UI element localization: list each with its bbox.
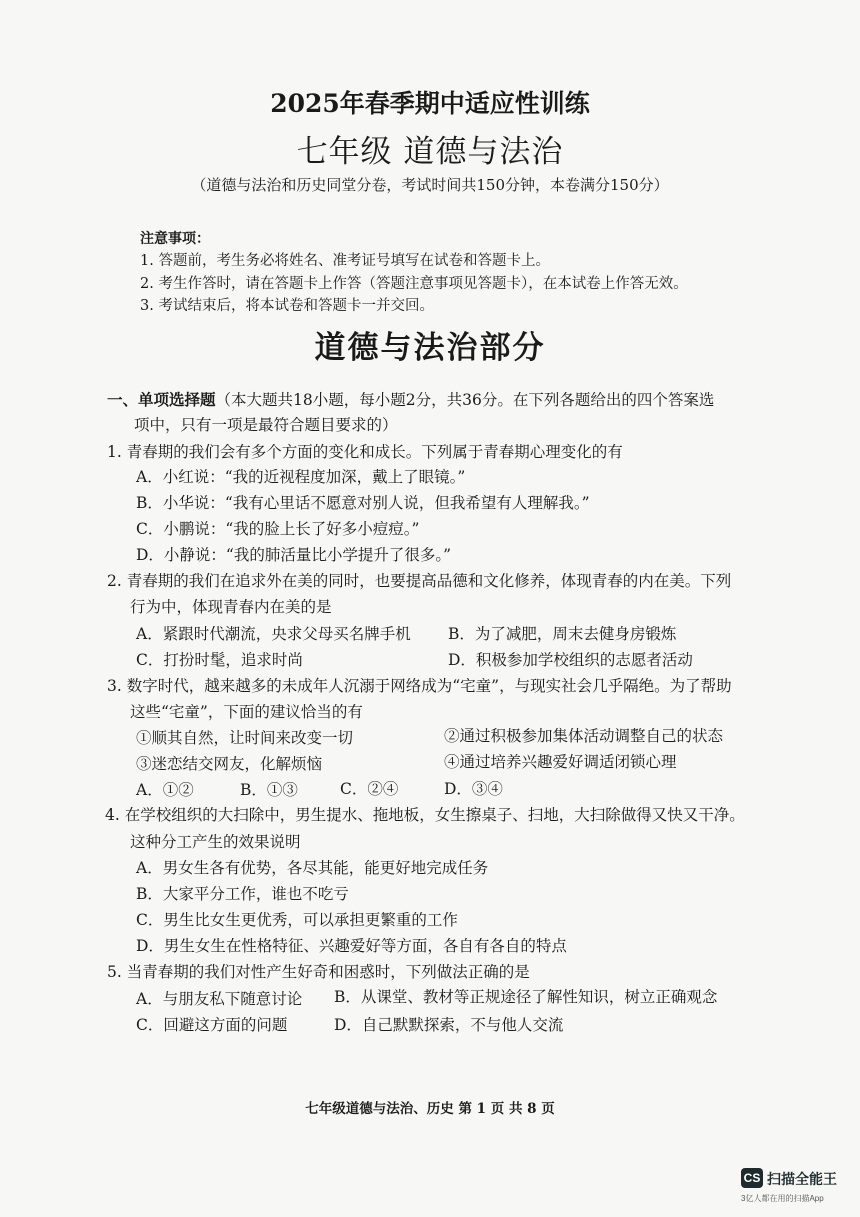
option-a: A．小红说：“我的近视程度加深，戴上了眼镜。” bbox=[136, 468, 466, 486]
exam-subtitle: （道德与法治和历史同堂分卷，考试时间共150分钟，本卷满分150分） bbox=[191, 176, 669, 194]
question-stem: 1. 青春期的我们会有多个方面的变化和成长。下列属于青春期心理变化的有 bbox=[107, 443, 623, 461]
option-a: A．①② bbox=[136, 781, 194, 799]
section-heading bbox=[107, 388, 714, 410]
option-c: C．打扮时髦，追求时尚 bbox=[136, 651, 303, 669]
option-b: B．从课堂、教材等正规途径了解性知识，树立正确观念 bbox=[334, 988, 718, 1006]
option-c: C．回避这方面的问题 bbox=[136, 1016, 288, 1034]
question-stem: 2. 青春期的我们在追求外在美的同时，也要提高品德和文化修养，体现青春的内在美。下列 bbox=[107, 572, 732, 590]
question-stem: 5. 当青春期的我们对性产生好奇和困惑时，下列做法正确的是 bbox=[107, 963, 530, 981]
exam-subject-title: 七年级 道德与法治 bbox=[296, 134, 564, 170]
option-d: D．积极参加学校组织的志愿者活动 bbox=[448, 651, 693, 669]
option-b: B．为了减肥，周末去健身房锻炼 bbox=[448, 625, 677, 643]
question-stem-cont: 这种分工产生的效果说明 bbox=[130, 833, 301, 851]
exam-title: 2025年春季期中适应性训练 bbox=[270, 89, 590, 118]
question-stem-cont: 行为中，体现青春内在美的是 bbox=[130, 598, 332, 616]
option-b: B．大家平分工作，谁也不吃亏 bbox=[136, 885, 349, 903]
section-title: 道德与法治部分 bbox=[314, 330, 546, 366]
statement-3: ③迷恋结交网友，化解烦恼 bbox=[136, 755, 323, 773]
option-c: C．小鹏说：“我的脸上长了好多小痘痘。” bbox=[136, 520, 420, 538]
notice-item: 1. 答题前，考生务必将姓名、准考证号填写在试卷和答题卡上。 bbox=[140, 253, 550, 269]
option-d: D．③④ bbox=[444, 780, 503, 798]
option-d: D．男生女生在性格特征、兴趣爱好等方面，各自有各自的特点 bbox=[136, 937, 567, 955]
section-heading-text: （本大题共18小题，每小题2分，共36分。在下列各题给出的四个答案选 bbox=[215, 391, 715, 409]
option-d: D．小静说：“我的肺活量比小学提升了很多。” bbox=[136, 546, 452, 564]
option-b: B．①③ bbox=[240, 781, 298, 799]
statement-4: ④通过培养兴趣爱好调适闭锁心理 bbox=[444, 753, 677, 771]
option-d: D．自己默默探索，不与他人交流 bbox=[334, 1016, 564, 1034]
notice-item: 2. 考生作答时，请在答题卡上作答（答题注意事项见答题卡），在本试卷上作答无效。 bbox=[140, 276, 688, 292]
section-heading-bold: 一、单项选择题 bbox=[107, 390, 216, 409]
notice-item: 3. 考试结束后，将本试卷和答题卡一并交回。 bbox=[140, 298, 434, 314]
option-a: A．男女生各有优势，各尽其能，能更好地完成任务 bbox=[136, 859, 489, 877]
option-b: B．小华说：“我有心里话不愿意对别人说，但我希望有人理解我。” bbox=[136, 494, 590, 512]
option-a: A．紧跟时代潮流，央求父母买名牌手机 bbox=[136, 625, 411, 643]
camscanner-tagline: 3亿人都在用的扫描App bbox=[741, 1194, 824, 1203]
question-stem: 3. 数字时代，越来越多的未成年人沉溺于网络成为“宅童”，与现实社会几乎隔绝。为了帮助 bbox=[107, 677, 732, 695]
statement-1: ①顺其自然，让时间来改变一切 bbox=[136, 729, 354, 747]
camscanner-name: 扫描全能王 bbox=[767, 1171, 837, 1187]
camscanner-logo-icon: CS bbox=[741, 1168, 763, 1188]
statement-2: ②通过积极参加集体活动调整自己的状态 bbox=[444, 727, 724, 745]
option-c: C．②④ bbox=[340, 780, 399, 798]
page-footer: 七年级道德与法治、历史 第 1 页 共 8 页 bbox=[305, 1101, 555, 1117]
question-stem-cont: 这些“宅童”，下面的建议恰当的有 bbox=[130, 703, 363, 721]
option-c: C．男生比女生更优秀，可以承担更繁重的工作 bbox=[136, 911, 458, 929]
option-a: A．与朋友私下随意讨论 bbox=[136, 990, 303, 1008]
notice-heading: 注意事项： bbox=[140, 231, 210, 247]
question-stem: 4. 在学校组织的大扫除中，男生提水、拖地板，女生擦桌子、扫地，大扫除做得又快又干净。 bbox=[105, 806, 745, 824]
section-heading-cont: 项中，只有一项是最符合题目要求的） bbox=[134, 416, 398, 434]
